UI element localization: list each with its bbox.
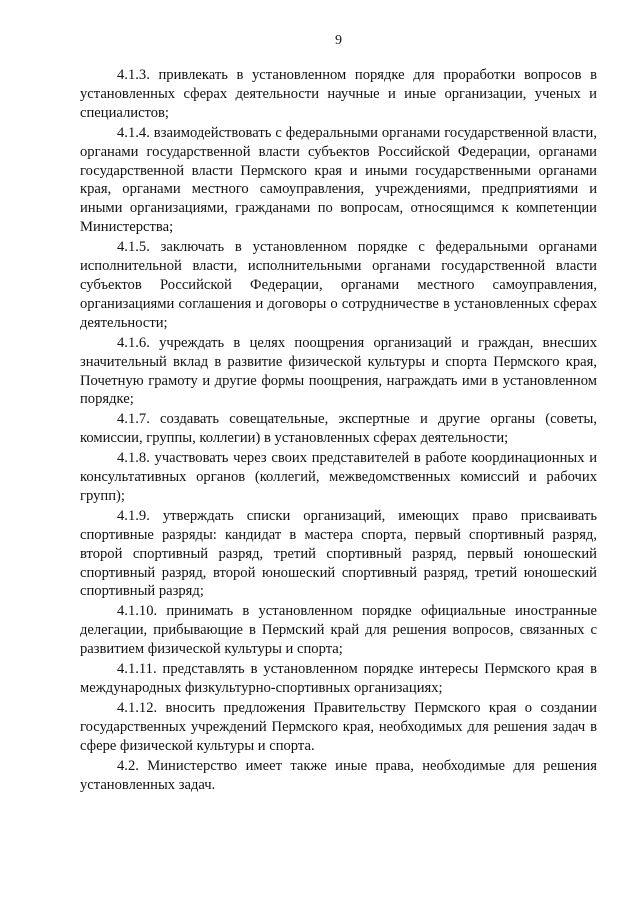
paragraph-4-1-4: 4.1.4. взаимодействовать с федеральными органами государственной власти, органами государственной власти субъектов Российской Федерации, органами государственной власти Пермского края и иными государственными органами края, органами местного самоуправления, учреждениями, предприятиями и иными организациями, гражданами по вопросам, относящимся к компетенции Министерства; (80, 124, 597, 236)
paragraph-4-1-10: 4.1.10. принимать в установленном порядке официальные иностранные делегации, прибывающие в Пермский край для решения вопросов, связанных с развитием физической культуры и спорта; (80, 603, 597, 658)
paragraph-4-1-8: 4.1.8. участвовать через своих представителей в работе координационных и консультативных органов (коллегий, межведомственных комиссий и рабочих групп); (80, 450, 597, 504)
paragraph-4-1-9: 4.1.9. утверждать списки организаций, имеющих право присваивать спортивные разряды: кандидат в мастера спорта, первый спортивный разряд, второй спортивный разряд, третий спортивный разряд, первый юношеский спортивный разряд, второй юношеский спортивный разряд, третий юношеский спортивный разряд; (80, 507, 597, 600)
paragraph-4-1-12: 4.1.12. вносить предложения Правительству Пермского края о создании государственных учреждений Пермского края, необходимых для решения задач в сфере физической культуры и спорта. (80, 699, 597, 754)
paragraph-4-1-6: 4.1.6. учреждать в целях поощрения организаций и граждан, внесших значительный вклад в развитие физической культуры и спорта Пермского края, Почетную грамоту и другие формы поощрения, награждать ими в установленном порядке; (80, 334, 597, 408)
paragraph-4-2: 4.2. Министерство имеет также иные права, необходимые для решения установленных задач. (80, 757, 597, 793)
page-number: 9 (335, 33, 342, 48)
paragraph-4-1-5: 4.1.5. заключать в установленном порядке с федеральными органами исполнительной власти, исполнительными органами государственной власти субъектов Российской Федерации, органами местного самоуправления, организациями соглашения и договоры о сотрудничестве в установленных сферах деятельности; (80, 239, 597, 331)
paragraph-4-1-3: 4.1.3. привлекать в установленном порядке для проработки вопросов в установленных сферах деятельности научные и иные организации, ученых и специалистов; (80, 67, 597, 121)
paragraph-4-1-11: 4.1.11. представлять в установленном порядке интересы Пермского края в международных физкультурно-спортивных организациях; (80, 661, 597, 696)
paragraph-4-1-7: 4.1.7. создавать совещательные, экспертные и другие органы (советы, комиссии, группы, коллегии) в установленных сферах деятельности; (80, 411, 597, 447)
